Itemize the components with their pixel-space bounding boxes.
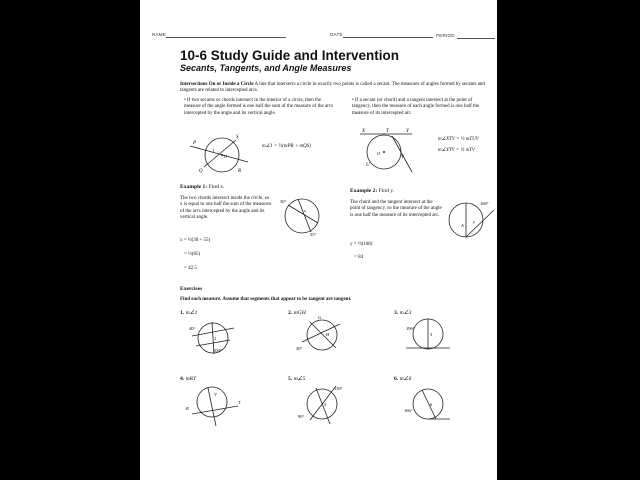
ex-1-f2: 1 [214, 336, 217, 341]
ex1-arc1: 30° [280, 199, 287, 204]
exercise-2-label: 2. mGH [288, 310, 306, 316]
exercise-1-figure [188, 318, 238, 358]
exercise-5-figure [296, 384, 348, 428]
ex1-var: x [304, 208, 306, 213]
name-label: NAME [152, 32, 167, 37]
example2-figure [444, 198, 496, 242]
example1-label: Example 1: [180, 184, 208, 190]
intro-text: A line that intersects a circle in exactly two points is called a secant. The measures of angles formed by secants and tangents are related to intercepted arcs. [180, 82, 485, 94]
example1-text: The two chords intersect inside the circle, so x is equal to one half the sum of the measures of the arcs intercepted by the angle and its vertical angle. [180, 196, 272, 220]
example2-label: Example 2: [350, 188, 378, 194]
exercise-6-figure [402, 386, 452, 426]
worksheet-page [140, 0, 497, 480]
bullet-left-text: If two secants or chords intersect in the interior of a circle, then the measure of the angle formed is one half the sum of the measure of the arcs intercepted by the angle and its vertical angle. [184, 98, 333, 116]
page-subtitle: Secants, Tangents, and Angle Measures [180, 63, 352, 73]
name-field[interactable] [166, 37, 286, 38]
exercise-3-label: 3. m∠3 [394, 310, 412, 316]
label-1: 1 [212, 148, 215, 153]
label-u: U [366, 163, 370, 168]
period-label: PERIOD [436, 33, 455, 38]
chord-line [392, 136, 412, 172]
label-p: P [193, 141, 197, 146]
formula-right-1: m∠XTV = ½ mTUV [438, 137, 479, 142]
label-o: O [224, 154, 228, 159]
example1-step1: x = ½(30 + 55) [180, 238, 211, 243]
ex-5-f3: 90° [298, 414, 305, 419]
ex-2-f2: H [326, 332, 330, 337]
page-title: 10-6 Study Guide and Intervention [180, 48, 400, 63]
label-r: R [238, 169, 242, 174]
exercise-6-label: 6. m∠6 [394, 376, 412, 382]
example1-step3: = 42.5 [184, 266, 197, 271]
exercises-heading: Exercises [180, 286, 203, 292]
label-o2: O [377, 151, 381, 156]
formula-left: m∠1 = ½(mPR + mQS) [262, 144, 311, 149]
exercise-5-label: 5. m∠5 [288, 376, 306, 382]
label-y: Y [406, 129, 409, 134]
exercise-4-label: 4. mRT [180, 376, 197, 382]
example2-text: The chord and the tangent intersect at the point of tangency, so the measure of the angle is one half the measure of its intercepted arc. [350, 200, 442, 218]
ex-6-f2: 166° [404, 408, 413, 413]
exercises-instructions: Find each measure. Assume that segments that appear to be tangent are tangent. [180, 297, 352, 302]
example1-step2: = ½(85) [184, 252, 201, 257]
example1-figure [280, 196, 328, 238]
bullet-right-text: If a secant (or chord) and a tangent intersect at the point of tangency, then the measure of each angle formed is one half the measure of its intercepted arc. [352, 98, 480, 116]
figure-tangent-chord [362, 126, 442, 174]
ex-3-f2: 196° [406, 326, 415, 331]
bullet-right: • If a secant (or chord) and a tangent intersect at the point of tangency, then the measure of each angle formed is one half the measure of its intercepted arc. [352, 98, 480, 116]
exercise-4-figure [186, 384, 246, 428]
example1-task: Find x. [208, 184, 225, 190]
intro-paragraph [180, 82, 486, 95]
ex2-arc: 168° [480, 201, 489, 206]
example2-task: Find y. [378, 188, 395, 194]
example1-heading [180, 184, 224, 190]
ex1-arc2: 55° [310, 232, 317, 237]
label-v: V [401, 155, 405, 160]
exercise-2-figure [296, 314, 346, 356]
ex-1-f3: 100° [213, 348, 222, 353]
ex-2-f3: 30° [296, 346, 303, 351]
ex-2-f1: G [318, 315, 322, 320]
label-t: T [386, 129, 389, 134]
example2-heading [350, 188, 394, 194]
example2-step1: y = ½(168) [350, 242, 373, 247]
ex-6-f1: 6 [430, 402, 433, 407]
ex2-var: y [473, 219, 475, 224]
ex-4-f3: T [238, 400, 241, 405]
period-field[interactable] [457, 38, 495, 39]
ex-5-f2: 5 [324, 402, 327, 407]
ex-5-f1: 130° [334, 386, 343, 391]
formula-right-2: m∠YTV = ½ mTV [438, 148, 475, 153]
ex2-point: A [461, 223, 464, 228]
exercise-1-label: 1. m∠1 [180, 310, 198, 316]
label-q: Q [199, 169, 203, 174]
bullet-left: • If two secants or chords intersect in the interior of a circle, then the measure of the angle formed is one half the sum of the measure of the arcs intercepted by the angle and its vertical angle. [184, 98, 333, 116]
exercise-3-figure [402, 316, 452, 356]
example2-step2: = 84 [354, 255, 364, 260]
label-s: S [236, 135, 239, 140]
ex-1-f1: 40° [189, 326, 196, 331]
ex-4-f2: R [186, 406, 189, 411]
figure-chords-intersect [184, 132, 254, 180]
label-x: X [362, 129, 366, 134]
date-label: DATE [330, 32, 343, 37]
ex-3-f1: 3 [430, 332, 433, 337]
intro-heading: Intersections On or Inside a Circle [180, 82, 254, 87]
ex-4-f1: V [214, 392, 217, 397]
date-field[interactable] [343, 37, 433, 38]
